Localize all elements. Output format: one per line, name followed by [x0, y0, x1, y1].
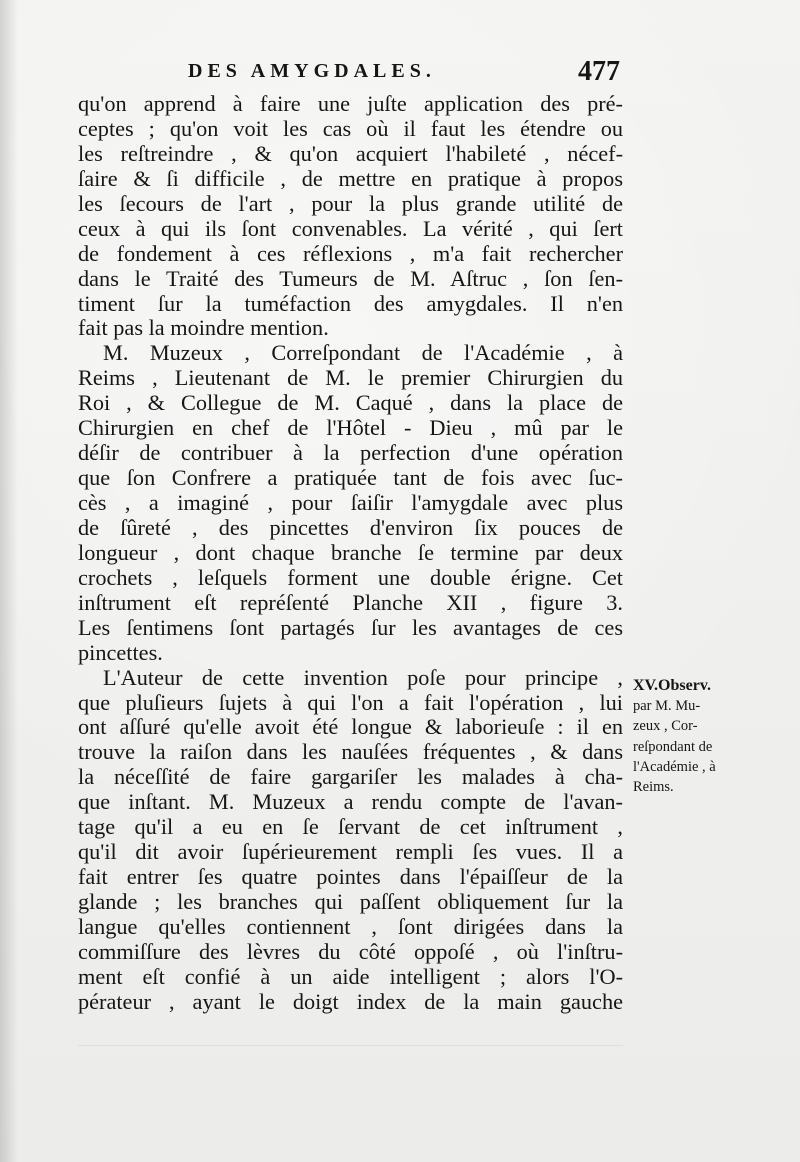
- text-line: qu'il dit avoir ſupérieurement rempli ſes vues. Il a: [78, 840, 623, 865]
- text-line: que inſtant. M. Muzeux a rendu compte de l'avan-: [78, 790, 623, 815]
- text-line: la néceſſité de faire gargariſer les malades à cha-: [78, 765, 623, 790]
- marginal-note-line: reſpondant de: [633, 738, 713, 755]
- main-text-column: [78, 92, 623, 1015]
- text-line: crochets , leſquels forment une double érigne. Cet: [78, 565, 623, 590]
- text-line: Les ſentimens ſont partagés ſur les avantages de ces: [78, 615, 623, 640]
- text-line: langue qu'elles contiennent , ſont dirigées dans la: [78, 914, 623, 939]
- text-line: que pluſieurs ſujets à qui l'on a fait l'opération , lui: [78, 690, 623, 715]
- text-line: pincettes.: [78, 640, 163, 665]
- faint-bleed-through-rule: [78, 1045, 623, 1046]
- text-line: L'Auteur de cette invention poſe pour principe ,: [103, 665, 623, 690]
- text-line: dans le Traité des Tumeurs de M. Aſtruc , ſon ſen-: [78, 266, 623, 291]
- page-gutter-shadow: [0, 0, 18, 1162]
- marginal-note-line: Reims.: [633, 779, 674, 796]
- text-line: Roi , & Collegue de M. Caqué , dans la place de: [78, 391, 623, 416]
- page-header: [188, 56, 620, 92]
- text-line: commiſſure des lèvres du côté oppoſé , où l'inſtru-: [78, 939, 623, 964]
- marginal-note-line: l'Académie , à: [633, 758, 716, 775]
- text-line: timent ſur la tuméfaction des amygdales. Il n'en: [78, 291, 623, 316]
- text-line: tage qu'il a eu en ſe ſervant de cet inſtrument ,: [78, 815, 623, 840]
- text-line: ont aſſuré qu'elle avoit été longue & laborieuſe : il en: [78, 715, 623, 740]
- text-line: Chirurgien en chef de l'Hôtel - Dieu , mû par le: [78, 416, 623, 441]
- text-line: trouve la raiſon dans les nauſées fréquentes , & dans: [78, 740, 623, 765]
- text-line: longueur , dont chaque branche ſe termine par deux: [78, 540, 623, 565]
- text-line: les ſecours de l'art , pour la plus grande utilité de: [78, 191, 623, 216]
- text-line: de ſûreté , des pincettes d'environ ſix pouces de: [78, 515, 623, 540]
- text-line: Reims , Lieutenant de M. le premier Chirurgien du: [78, 366, 623, 391]
- text-line: fait pas la moindre mention.: [78, 316, 329, 341]
- marginal-note: [633, 676, 789, 797]
- marginal-note-line: zeux , Cor-: [633, 718, 698, 735]
- text-line: les reſtreindre , & qu'on acquiert l'habileté , nécef-: [78, 141, 623, 166]
- text-line: déſir de contribuer à la perfection d'une opération: [78, 441, 623, 466]
- text-line: pérateur , ayant le doigt index de la main gauche: [78, 989, 623, 1014]
- text-line: M. Muzeux , Correſpondant de l'Académie , à: [103, 341, 623, 366]
- text-line: qu'on apprend à faire une juſte application des pré-: [78, 92, 623, 116]
- text-line: cès , a imaginé , pour ſaiſir l'amygdale avec plus: [78, 491, 623, 515]
- marginal-note-line: par M. Mu-: [633, 698, 701, 715]
- text-line: ſaire & ſi difficile , de mettre en pratique à propos: [78, 166, 623, 191]
- text-line: de fondement à ces réflexions , m'a fait rechercher: [78, 241, 623, 266]
- text-line: inſtrument eſt repréſenté Planche XII , figure 3.: [78, 590, 623, 615]
- text-line: ment eſt confié à un aide intelligent ; alors l'O-: [78, 964, 623, 989]
- marginal-note-title: XV.Observ.: [633, 677, 711, 694]
- text-line: glande ; les branches qui paſſent obliquement ſur la: [78, 890, 623, 914]
- page-number: 477: [578, 56, 620, 87]
- text-line: ceptes ; qu'on voit les cas où il faut les étendre ou: [78, 116, 623, 141]
- text-line: ceux à qui ils ſont convenables. La vérité , qui ſert: [78, 216, 623, 241]
- text-line: que ſon Confrere a pratiquée tant de fois avec ſuc-: [78, 466, 623, 491]
- running-title: DES AMYGDALES.: [188, 60, 436, 82]
- text-line: fait entrer ſes quatre pointes dans l'épaiſſeur de la: [78, 865, 623, 890]
